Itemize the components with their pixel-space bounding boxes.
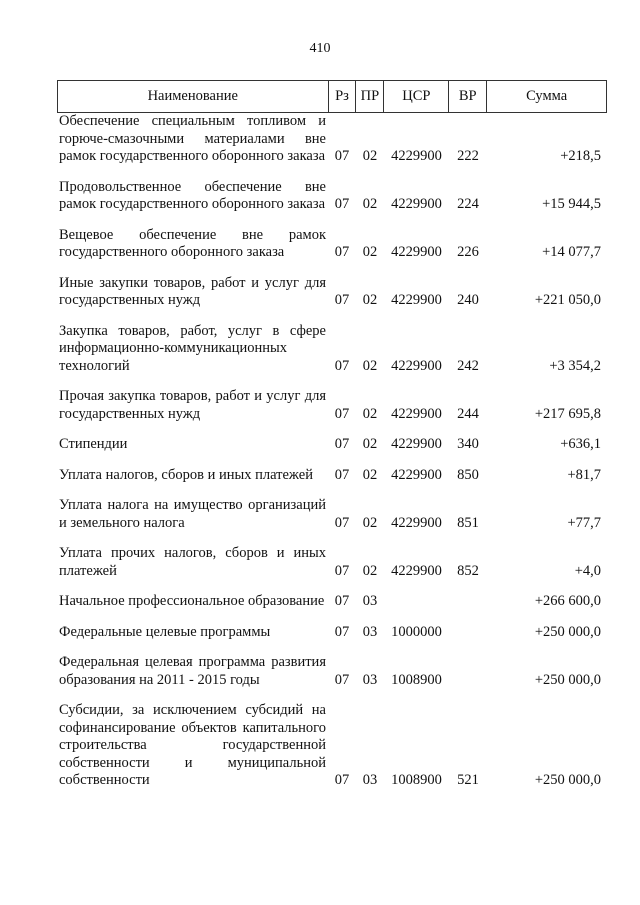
row-sum: +14 077,7 <box>542 244 601 260</box>
row-rz: 07 <box>334 772 350 788</box>
row-name: Федеральная целевая программа развития образования на 2011 - 2015 годы <box>59 654 326 688</box>
row-rz: 07 <box>334 148 350 164</box>
row-csr: 1008900 <box>391 772 442 788</box>
row-rz: 07 <box>334 623 350 640</box>
row-csr: 4229900 <box>391 292 442 308</box>
row-rz: 07 <box>334 196 350 212</box>
row-rz: 07 <box>334 244 350 260</box>
table-row <box>57 323 607 376</box>
row-sum: +250 000,0 <box>534 772 601 788</box>
table-row <box>57 545 607 580</box>
header-name: Наименование <box>58 81 329 112</box>
row-name: Прочая закупка товаров, работ и услуг для государственных нужд <box>59 388 326 422</box>
row-pr: 02 <box>362 436 378 452</box>
table-row <box>57 227 607 262</box>
row-pr: 02 <box>362 405 378 422</box>
row-sum: +3 354,2 <box>549 357 601 374</box>
row-pr: 02 <box>362 357 378 374</box>
row-name: Уплата налогов, сборов и иных платежей <box>59 466 313 483</box>
row-name: Обеспечение специальным топливом и горюче-смазочными материалами вне рамок государственного оборонного заказа <box>59 113 326 164</box>
row-rz: 07 <box>334 593 350 609</box>
row-sum: +218,5 <box>560 148 601 164</box>
row-rz: 07 <box>334 466 350 483</box>
row-csr: 4229900 <box>391 514 442 531</box>
row-pr: 02 <box>362 562 378 579</box>
row-csr: 4229900 <box>391 466 442 483</box>
row-csr: 4229900 <box>391 148 442 164</box>
row-rz: 07 <box>334 436 350 452</box>
row-rz: 07 <box>334 562 350 579</box>
table-row <box>57 624 607 642</box>
table-row <box>57 275 607 310</box>
table-row <box>57 436 607 454</box>
row-name: Федеральные целевые программы <box>59 623 271 640</box>
row-name: Закупка товаров, работ, услуг в сфере информационно-коммуникационных технологий <box>59 322 326 374</box>
table-row <box>57 113 607 166</box>
row-sum: +81,7 <box>567 466 601 483</box>
row-sum: +250 000,0 <box>534 623 601 640</box>
row-sum: +15 944,5 <box>542 196 601 212</box>
table-row <box>57 593 607 611</box>
row-name: Уплата прочих налогов, сборов и иных платежей <box>59 545 326 579</box>
row-vr: 521 <box>457 772 479 788</box>
table-row <box>57 702 607 790</box>
row-vr: 851 <box>457 514 479 531</box>
row-vr: 224 <box>457 196 479 212</box>
header-vr: ВР <box>449 81 487 112</box>
table-body <box>57 113 607 790</box>
row-csr: 4229900 <box>391 405 442 422</box>
row-sum: +221 050,0 <box>534 292 601 308</box>
table-row <box>57 497 607 532</box>
row-pr: 03 <box>362 593 378 609</box>
row-rz: 07 <box>334 357 350 374</box>
header-csr: ЦСР <box>384 81 449 112</box>
table-header <box>57 80 607 113</box>
row-pr: 03 <box>362 772 378 788</box>
row-pr: 02 <box>362 466 378 483</box>
row-rz: 07 <box>334 292 350 308</box>
row-rz: 07 <box>334 514 350 531</box>
page-number: 410 <box>309 41 331 56</box>
row-sum: +250 000,0 <box>534 671 601 688</box>
row-csr: 4229900 <box>391 357 442 374</box>
row-csr: 4229900 <box>391 244 442 260</box>
row-vr: 340 <box>457 436 479 452</box>
row-sum: +4,0 <box>574 562 601 579</box>
row-csr: 4229900 <box>391 196 442 212</box>
row-sum: +217 695,8 <box>534 405 601 422</box>
row-name: Продовольственное обеспечение вне рамок государственного оборонного заказа <box>59 178 326 212</box>
row-pr: 03 <box>362 623 378 640</box>
row-name: Иные закупки товаров, работ и услуг для государственных нужд <box>59 274 326 308</box>
header-sum: Сумма <box>487 81 607 112</box>
row-csr: 4229900 <box>391 436 442 452</box>
row-sum: +77,7 <box>567 514 601 531</box>
row-vr: 242 <box>457 357 479 374</box>
table-row <box>57 654 607 689</box>
row-pr: 02 <box>362 148 378 164</box>
table-row <box>57 388 607 423</box>
table-row <box>57 179 607 214</box>
row-vr: 240 <box>457 292 479 308</box>
row-vr: 226 <box>457 244 479 260</box>
row-csr: 1008900 <box>391 671 442 688</box>
row-rz: 07 <box>334 405 350 422</box>
budget-table <box>57 80 607 803</box>
row-pr: 02 <box>362 514 378 531</box>
row-pr: 02 <box>362 244 378 260</box>
row-name: Вещевое обеспечение вне рамок государственного оборонного заказа <box>59 226 326 260</box>
row-vr: 852 <box>457 562 479 579</box>
row-rz: 07 <box>334 671 350 688</box>
row-pr: 02 <box>362 292 378 308</box>
row-csr: 4229900 <box>391 562 442 579</box>
row-name: Начальное профессиональное образование <box>59 593 325 609</box>
row-name: Субсидии, за исключением субсидий на софинансирование объектов капитального строительства государственной собственности и муниципальной собственности <box>59 702 326 788</box>
row-csr: 1000000 <box>391 623 442 640</box>
table-row <box>57 467 607 485</box>
row-vr: 244 <box>457 405 479 422</box>
row-sum: +266 600,0 <box>534 593 601 609</box>
header-pr: ПР <box>356 81 384 112</box>
row-vr: 222 <box>457 148 479 164</box>
row-pr: 02 <box>362 196 378 212</box>
row-pr: 03 <box>362 671 378 688</box>
row-name: Уплата налога на имущество организаций и земельного налога <box>59 497 326 531</box>
row-vr: 850 <box>457 466 479 483</box>
header-rz: Рз <box>329 81 357 112</box>
row-name: Стипендии <box>59 436 128 452</box>
row-sum: +636,1 <box>560 436 601 452</box>
